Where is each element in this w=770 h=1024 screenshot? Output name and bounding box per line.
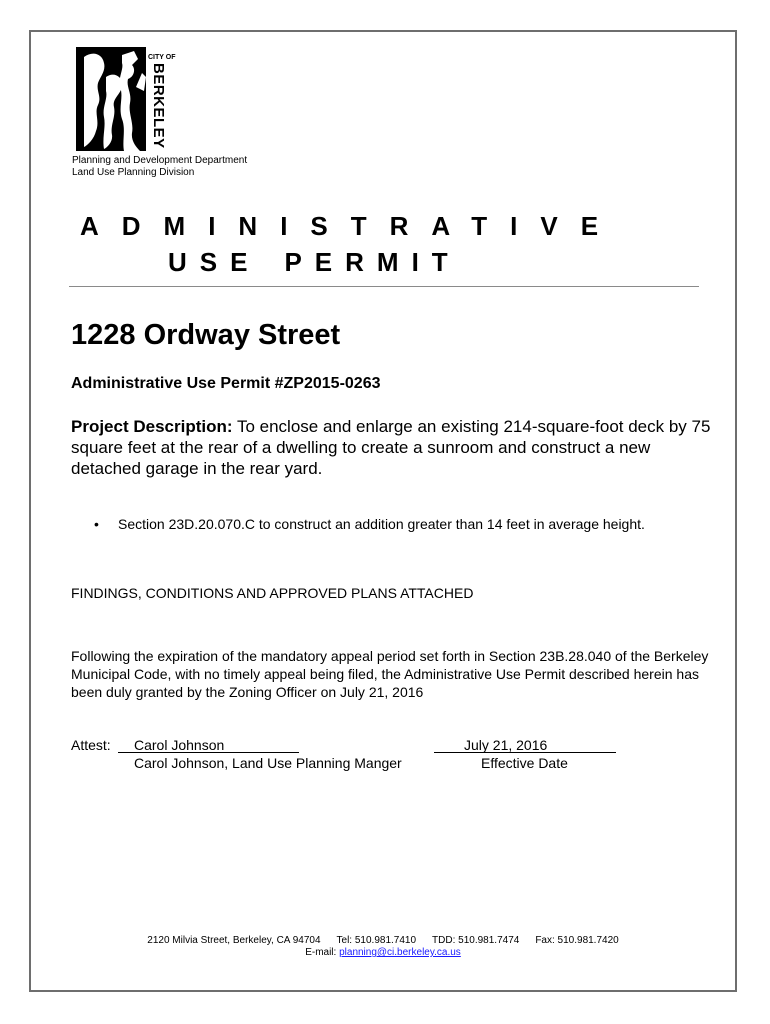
title-word-use: USE: [168, 247, 261, 277]
document-title-line1: ADMINISTRATIVE: [80, 211, 622, 241]
findings-statement: FINDINGS, CONDITIONS AND APPROVED PLANS ATTACHED: [71, 585, 474, 601]
project-description-label: Project Description:: [71, 417, 233, 436]
logo-berkeley-text: BERKELEY: [150, 63, 167, 149]
division-name: Land Use Planning Division: [72, 167, 195, 178]
list-item: [94, 515, 645, 533]
list-item-text: Section 23D.20.070.C to construct an addition greater than 14 feet in average height.: [118, 516, 645, 532]
project-description-text: To enclose and enlarge an existing 214-square-foot deck by 75 square feet at the rear of a dwelling to create a sunroom and construct a new detached garage in the rear yard.: [71, 417, 711, 478]
city-of-berkeley-logo: [76, 47, 179, 151]
footer-email-label: E-mail:: [305, 947, 337, 958]
signer-title: Carol Johnson, Land Use Planning Manger: [134, 755, 402, 771]
footer-tdd: TDD: 510.981.7474: [432, 935, 520, 946]
department-name: Planning and Development Department: [72, 155, 248, 166]
property-address: 1228 Ordway Street: [71, 319, 341, 351]
footer-contact: [29, 935, 737, 959]
project-description: [71, 416, 711, 479]
footer-fax: Fax: 510.981.7420: [535, 935, 619, 946]
footer-tel: Tel: 510.981.7410: [336, 935, 417, 946]
title-divider: [69, 286, 699, 287]
logo-city-of-text: CITY OF: [148, 54, 176, 61]
document-title-line2: [168, 247, 461, 277]
permit-number: Administrative Use Permit #ZP2015-0263: [71, 375, 381, 392]
approval-statement: Following the expiration of the mandatory appeal period set forth in Section 23B.28.040 of the Berkeley Municipal Code, with no timely appeal being filed, the Administrative Use Permit described herein has been duly granted by the Zoning Officer on July 21, 2016: [71, 648, 709, 700]
effective-date-line: July 21, 2016: [434, 736, 616, 753]
title-word-permit: PERMIT: [284, 247, 461, 277]
footer-email-link[interactable]: planning@ci.berkeley.ca.us: [339, 947, 461, 958]
effective-date-label: Effective Date: [481, 755, 568, 771]
department-block: [72, 155, 247, 179]
attest-label: Attest:: [71, 737, 111, 753]
bullet-icon: •: [94, 516, 99, 532]
signature-line: Carol Johnson: [118, 736, 299, 753]
footer-address: 2120 Milvia Street, Berkeley, CA 94704: [147, 935, 321, 946]
